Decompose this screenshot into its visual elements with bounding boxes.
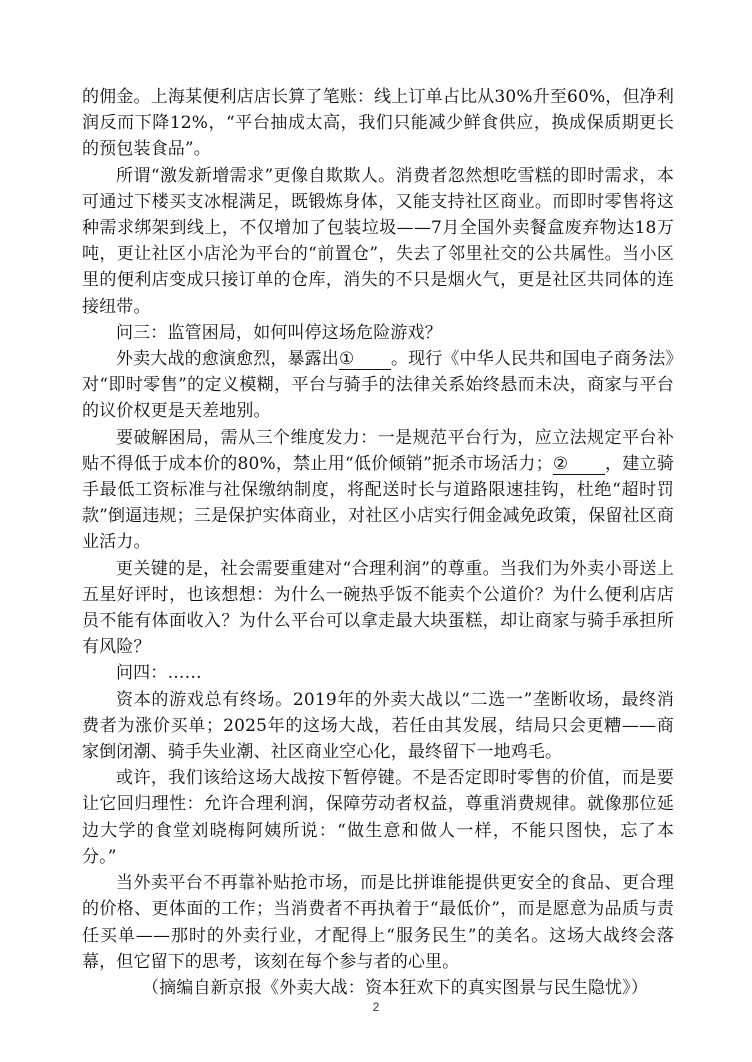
- paragraph-commission: 的佣金。上海某便利店店长算了笔账：线上订单占比从30%升至60%，但净利润反而下降12%，“平台抽成太高，我们只能减少鲜食供应，换成保质期更长的预包装食品”。: [82, 87, 674, 160]
- blank-one-lead: 外卖大战的愈演愈烈，暴露出: [116, 349, 339, 370]
- paragraph-fake-demand: 所谓“激发新增需求”更像自欺欺人。消费者忽然想吃雪糕的即时需求，本可通过下楼买支冰棍满足，既锻炼身体，又能支持社区商业。而即时零售将这种需求绑架到线上，不仅增加了包装垃圾——7月全国外卖餐盒废弃物达18万吨，更让社区小店沦为平台的“前置仓”，失去了邻里社交的公共属性。当小区里的便利店变成只接订单的仓库，消失的不只是烟火气，更是社区共同体的连接纽带。: [82, 165, 674, 317]
- blank-one-tail: 。现行《中华人民共和国电子商务法》对“即时零售”的定义模糊，平台与骑手的法律关系始终悬而未决，商家与平台的议价权更是天差地别。: [82, 349, 675, 422]
- paragraph-pause: 或许，我们该给这场大战按下暂停键。不是否定即时零售的价值，而是要让它回归理性：允许合理利润，保障劳动者权益，尊重消费规律。就像那位延边大学的食堂刘晓梅阿姨所说：“做生意和做人一样，不能只图快，忘了本分。”: [82, 768, 674, 867]
- paragraph-capital-game: 资本的游戏总有终场。2019年的外卖大战以“二选一”垄断收场，最终消费者为涨价买单；2025年的这场大战，若任由其发展，结局只会更糟——商家倒闭潮、骑手失业潮、社区商业空心化，最终留下一地鸡毛。: [82, 689, 674, 763]
- question-four-heading: 问四：……: [116, 663, 202, 684]
- paragraph-blank-two: [82, 425, 674, 556]
- paragraph-blank-one: [82, 346, 674, 425]
- blank-two-tail: ，建立骑手最低工资标准与社保缴纳制度，将配送时长与道路限速挂钩，杜绝“超时罚款”倒逼违规；三是保护实体商业，对社区小店实行佣金减免政策，保留社区商业活力。: [82, 453, 674, 553]
- paragraph-reasonable-profit: 更关键的是，社会需要重建对“合理利润”的尊重。当我们为外卖小哥送上五星好评时，也该想想：为什么一碗热乎饭不能卖个公道价？为什么便利店店员不能有体面收入？为什么平台可以拿走最大块蛋糕，却让商家与骑手承担所有风险？: [82, 558, 674, 658]
- question-three-heading: 问三：监管困局，如何叫停这场危险游戏？: [116, 322, 442, 343]
- fill-blank-2[interactable]: ②: [553, 454, 605, 475]
- article-body: [82, 84, 674, 1001]
- fill-blank-1[interactable]: ①: [339, 349, 391, 370]
- paragraph-conclusion: 当外卖平台不再靠补贴抢市场，而是比拼谁能提供更安全的食品、更合理的价格、更体面的工作；当消费者不再执着于“最低价”，而是愿意为品质与责任买单——那时的外卖行业，才配得上“服务民生”的美名。这场大战终会落幕，但它留下的思考，该刻在每个参与者的心里。: [82, 873, 674, 972]
- page-number: 2: [372, 1000, 380, 1014]
- blank-two-lead: 要破解困局，需从三个维度发力：一是规范平台行为，应立法规定平台补贴不得低于成本价的80%，禁止用“低价倾销”扼杀市场活力；: [82, 427, 674, 474]
- source-citation: （摘编自新京报《外卖大战：资本狂欢下的真实图景与民生隐忧》）: [142, 977, 648, 998]
